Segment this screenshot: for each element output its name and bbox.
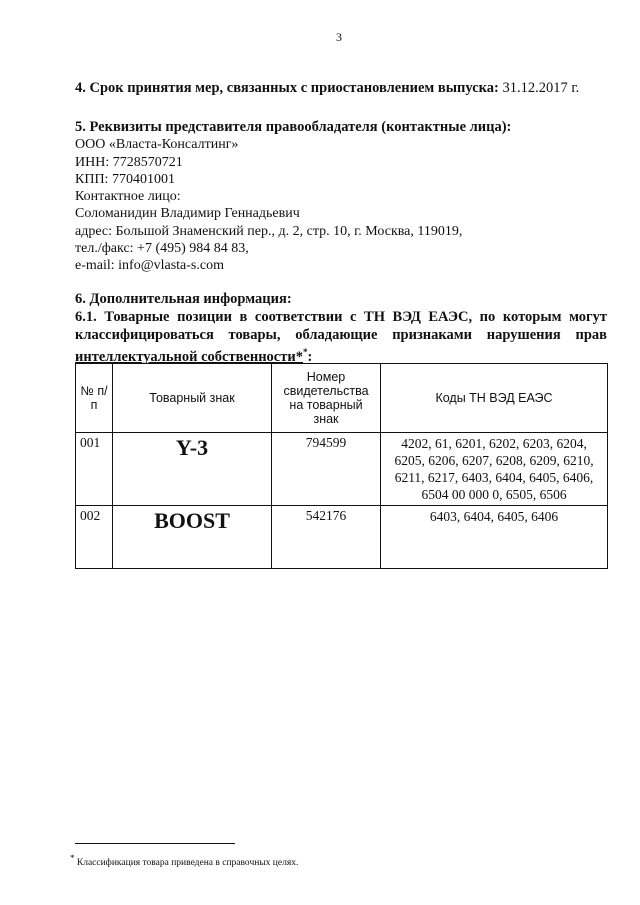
table-header-row — [76, 364, 608, 433]
footnote — [70, 853, 298, 868]
footnote-star: * — [70, 853, 75, 863]
section-6-1-paragraph — [75, 309, 607, 366]
footnote-divider — [75, 843, 235, 844]
contact-person: Соломанидин Владимир Геннадьевич — [75, 206, 300, 222]
contact-label: Контактное лицо: — [75, 189, 181, 205]
row-mark-cell — [113, 433, 272, 506]
paragraph-end: : — [307, 348, 313, 365]
section-6 — [75, 291, 607, 366]
footnote-text: Классификация товара приведена в справочных целях. — [76, 858, 299, 869]
row-num: 001 — [76, 433, 113, 506]
email-line: e-mail: info@vlasta-s.com — [75, 258, 224, 274]
kpp-line: КПП: 770401001 — [75, 171, 175, 187]
table-row — [76, 433, 608, 506]
trademark-table — [75, 363, 608, 569]
trademark-boost: BOOST — [154, 508, 230, 533]
table-row — [76, 506, 608, 569]
section-5 — [75, 119, 615, 275]
row-num: 002 — [76, 506, 113, 569]
paragraph-main-text: 6.1. Товарные позиции в соответствии с ТН ВЭД ЕАЭС, по которым могут классифицироваться товары, обладающие признаками нарушения прав — [75, 309, 607, 343]
paragraph-underlined-text: интеллектуальной собственности* — [75, 348, 303, 365]
row-codes: 6403, 6404, 6405, 6406 — [381, 506, 608, 569]
section-4 — [75, 80, 615, 97]
header-num: № п/п — [76, 364, 113, 433]
header-mark: Товарный знак — [113, 364, 272, 433]
trademark-y3: Y-3 — [175, 435, 209, 460]
phone-line: тел./факс: +7 (495) 984 84 83, — [75, 241, 249, 257]
section-6-heading: 6. Дополнительная информация: — [75, 291, 292, 307]
company-name: ООО «Власта-Консалтинг» — [75, 137, 239, 153]
row-mark-cell — [113, 506, 272, 569]
footnote-marker: * — [302, 347, 308, 357]
page-number: 3 — [336, 30, 342, 44]
header-cert: Номер свидетельства на товарный знак — [272, 364, 381, 433]
section-5-heading: 5. Реквизиты представителя правообладателя (контактные лица): — [75, 119, 512, 135]
row-cert: 794599 — [272, 433, 381, 506]
inn-line: ИНН: 7728570721 — [75, 154, 183, 170]
header-codes: Коды ТН ВЭД ЕАЭС — [381, 364, 608, 433]
row-cert: 542176 — [272, 506, 381, 569]
row-codes: 4202, 61, 6201, 6202, 6203, 6204, 6205, 6206, 6207, 6208, 6209, 6210, 6211, 6217, 6403, 6404, 6405, 6406, 6504 00 000 0, 6505, 6506 — [381, 433, 608, 506]
section-4-value: 31.12.2017 г. — [502, 80, 580, 96]
address-line: адрес: Большой Знаменский пер., д. 2, стр. 10, г. Москва, 119019, — [75, 223, 463, 239]
section-4-heading: 4. Срок принятия мер, связанных с приостановлением выпуска: — [75, 80, 499, 96]
